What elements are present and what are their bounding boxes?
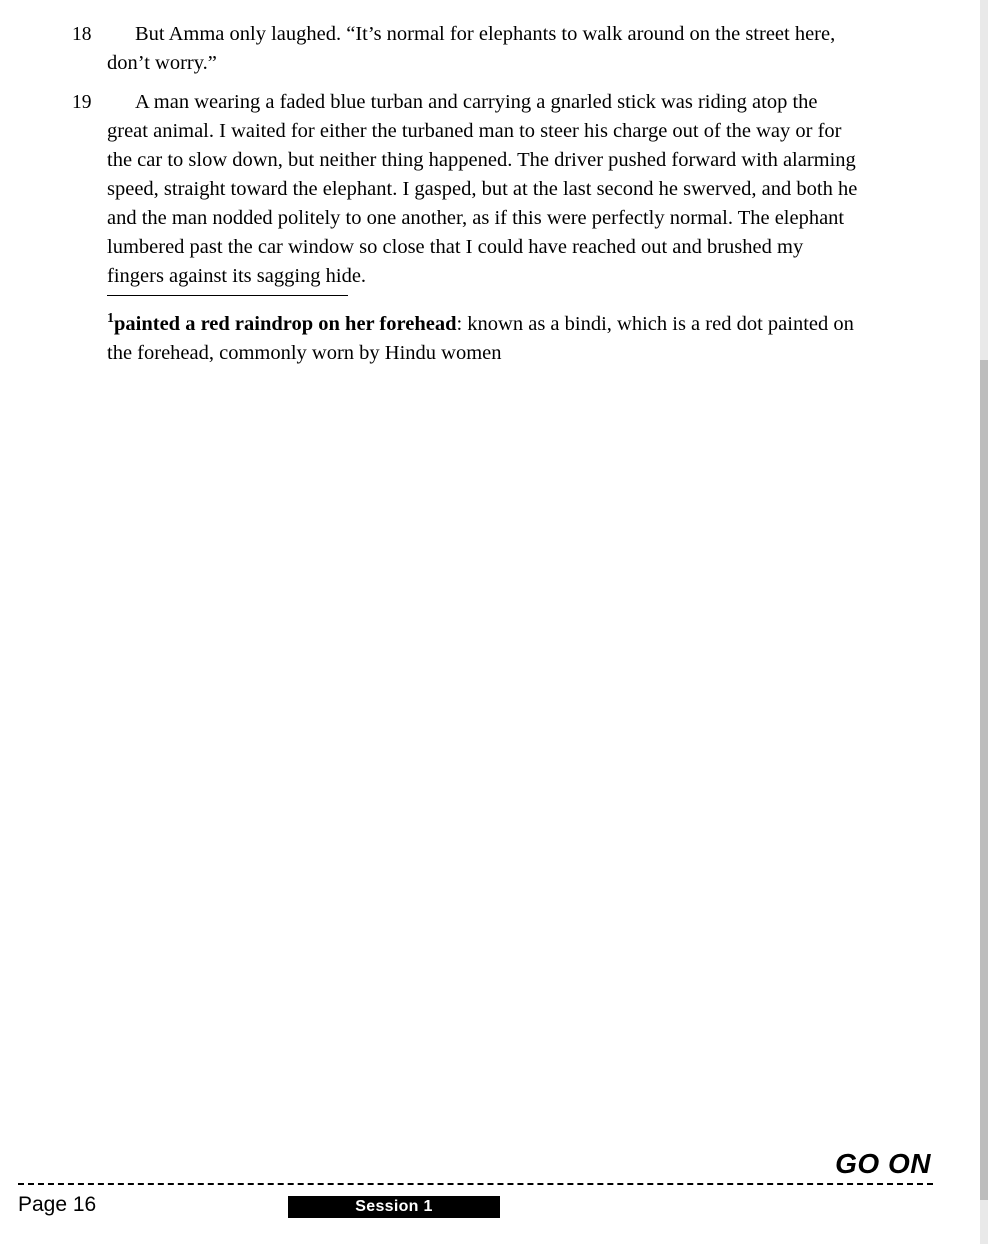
go-on-label: GO ON: [835, 1148, 931, 1179]
paragraph-number: 19: [72, 92, 92, 113]
paragraph-text: A man wearing a faded blue turban and carrying a gnarled stick was riding atop the great animal. I waited for either the turbaned man to steer his charge out of the way or for the car to slow down, but neither thing happened. The driver pushed forward with alarming speed, straight toward the elephant. I gasped, but at the last second he swerved, and both he and the man nodded politely to one another, as if this were perfectly normal. The elephant lumbered past the car window so close that I could have reached out and brushed my fingers against its sagging hide.: [107, 91, 858, 287]
passage-paragraph: [0, 20, 988, 78]
paragraph-text: But Amma only laughed. “It’s normal for elephants to walk around on the street here, don’t worry.”: [107, 23, 836, 74]
scan-edge-shadow: [980, 360, 988, 1200]
footnote-text: [107, 310, 877, 368]
footnote-marker: 1: [107, 311, 114, 327]
footnote-term: painted a red raindrop on her forehead: [114, 313, 457, 335]
paragraph-number: 18: [72, 24, 92, 45]
footnote-definition: : known as a bindi, which is a red dot painted on the forehead, commonly worn by Hindu women: [107, 313, 854, 364]
footnote-divider: [107, 295, 348, 296]
passage-paragraph: [0, 88, 988, 291]
footer-dashed-divider: [18, 1183, 933, 1185]
footnote-block: [107, 295, 877, 368]
session-banner: Session 1: [288, 1196, 500, 1218]
page-number-label: Page 16: [18, 1193, 97, 1216]
